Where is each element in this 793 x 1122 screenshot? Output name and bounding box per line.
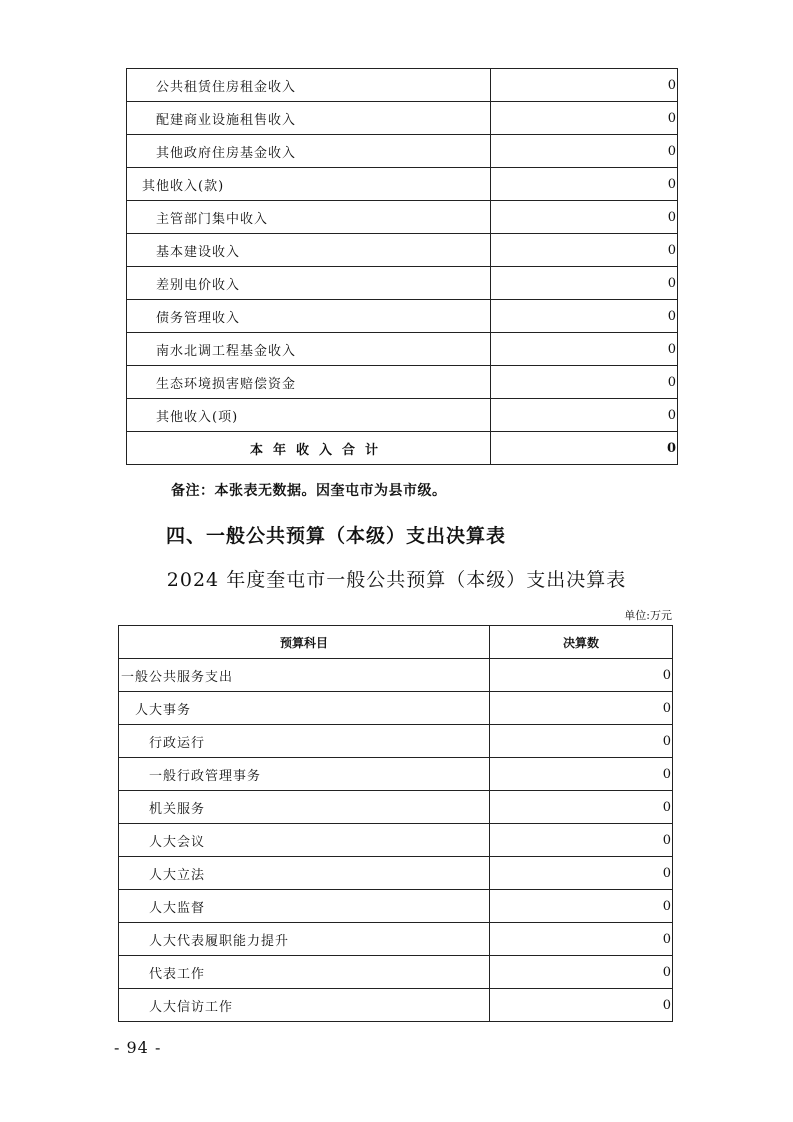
row-label: 人大监督 [119, 890, 490, 923]
table-row [119, 692, 673, 725]
income-table [126, 68, 678, 465]
row-value: 0 [490, 692, 673, 725]
row-label: 差别电价收入 [127, 267, 491, 300]
row-value: 0 [491, 168, 678, 201]
table-row [119, 758, 673, 791]
row-value: 0 [491, 267, 678, 300]
row-label: 其他政府住房基金收入 [127, 135, 491, 168]
row-value: 0 [490, 923, 673, 956]
table-row [127, 201, 678, 234]
total-value: 0 [491, 432, 678, 465]
row-label: 机关服务 [119, 791, 490, 824]
row-value: 0 [491, 69, 678, 102]
table-row [119, 923, 673, 956]
section-heading: 四、一般公共预算（本级）支出决算表 [166, 525, 507, 547]
row-label: 人大会议 [119, 824, 490, 857]
row-label: 一般行政管理事务 [119, 758, 490, 791]
row-value: 0 [490, 725, 673, 758]
table-row [127, 267, 678, 300]
row-value: 0 [490, 758, 673, 791]
unit-label: 单位:万元 [624, 609, 672, 622]
row-label: 南水北调工程基金收入 [127, 333, 491, 366]
expense-table-body [119, 659, 673, 1022]
row-value: 0 [491, 366, 678, 399]
row-value: 0 [490, 791, 673, 824]
table-row [127, 135, 678, 168]
row-value: 0 [490, 890, 673, 923]
table-row [127, 333, 678, 366]
row-label: 其他收入(项) [127, 399, 491, 432]
total-row [127, 432, 678, 465]
row-value: 0 [491, 333, 678, 366]
row-value: 0 [491, 135, 678, 168]
row-label: 其他收入(款) [127, 168, 491, 201]
page-number: - 94 - [114, 1038, 162, 1057]
table-row [127, 102, 678, 135]
row-label: 基本建设收入 [127, 234, 491, 267]
table-row [127, 399, 678, 432]
table-row [127, 168, 678, 201]
row-value: 0 [490, 824, 673, 857]
row-label: 配建商业设施租售收入 [127, 102, 491, 135]
row-value: 0 [491, 201, 678, 234]
row-value: 0 [490, 857, 673, 890]
table-row [127, 234, 678, 267]
row-label: 生态环境损害赔偿资金 [127, 366, 491, 399]
row-label: 行政运行 [119, 725, 490, 758]
row-value: 0 [491, 234, 678, 267]
table-row [119, 857, 673, 890]
row-value: 0 [490, 989, 673, 1022]
expense-table-header-row [119, 626, 673, 659]
table-row [119, 725, 673, 758]
row-label: 代表工作 [119, 956, 490, 989]
row-label: 主管部门集中收入 [127, 201, 491, 234]
table-row [119, 791, 673, 824]
table-row [127, 69, 678, 102]
row-label: 公共租赁住房租金收入 [127, 69, 491, 102]
table-row [119, 659, 673, 692]
row-value: 0 [491, 102, 678, 135]
row-value: 0 [490, 659, 673, 692]
table-row [119, 956, 673, 989]
row-label: 人大信访工作 [119, 989, 490, 1022]
table-row [119, 890, 673, 923]
header-subject: 预算科目 [119, 626, 490, 659]
row-value: 0 [490, 956, 673, 989]
table-title: 2024 年度奎屯市一般公共预算（本级）支出决算表 [166, 569, 627, 591]
income-table-body [127, 69, 678, 465]
table-row [127, 300, 678, 333]
row-label: 人大代表履职能力提升 [119, 923, 490, 956]
table-row [127, 366, 678, 399]
row-label: 人大事务 [119, 692, 490, 725]
row-label: 一般公共服务支出 [119, 659, 490, 692]
table-row [119, 989, 673, 1022]
total-label: 本年收入合计 [127, 432, 491, 465]
row-label: 人大立法 [119, 857, 490, 890]
header-amount: 决算数 [490, 626, 673, 659]
note-text: 备注：本张表无数据。因奎屯市为县市级。 [171, 483, 447, 499]
table-row [119, 824, 673, 857]
row-value: 0 [491, 399, 678, 432]
row-label: 债务管理收入 [127, 300, 491, 333]
expense-table [118, 625, 673, 1022]
row-value: 0 [491, 300, 678, 333]
